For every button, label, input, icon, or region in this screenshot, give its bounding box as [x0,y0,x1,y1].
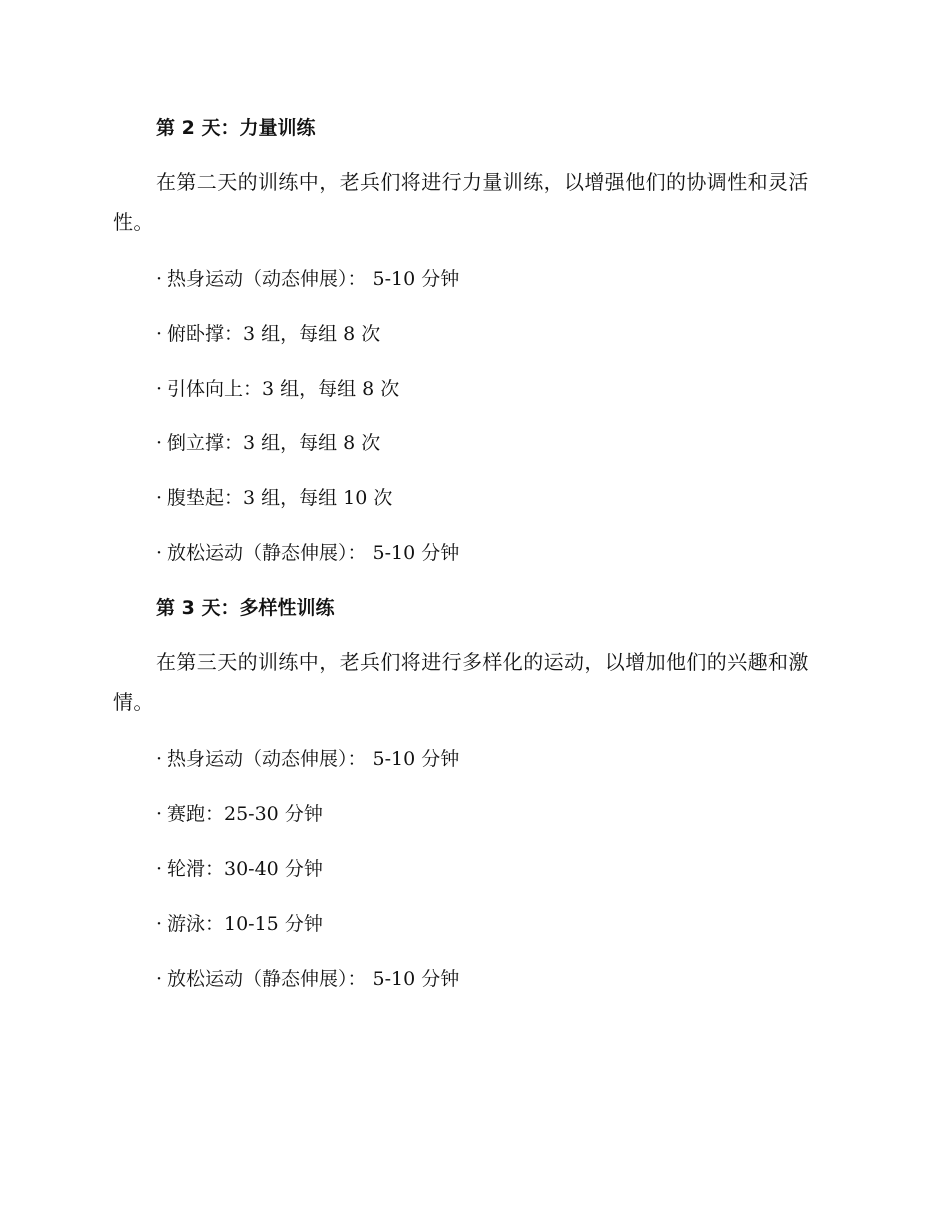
list-item-text: 轮滑：30-40 分钟 [167,858,323,880]
list-item [156,320,380,348]
list-item [156,265,459,293]
list-item-text: 俯卧撑：3 组，每组 8 次 [167,323,381,345]
bullet-icon: · [156,268,163,290]
section-heading-day2: 第 2 天：力量训练 [156,117,316,139]
section-paragraph-day3: 在第三天的训练中，老兵们将进行多样化的运动，以增加他们的兴趣和激情。 [113,650,809,714]
list-item-text: 游泳：10-15 分钟 [167,913,323,935]
list-item [156,855,323,883]
list-item-text: 腹垫起：3 组，每组 10 次 [167,487,393,509]
list-item [156,539,459,567]
list-item [156,375,399,403]
bullet-icon: · [156,968,163,990]
bullet-icon: · [156,748,163,770]
bullet-icon: · [156,858,163,880]
list-item [156,800,323,828]
list-item-text: 引体向上：3 组，每组 8 次 [167,378,400,400]
bullet-icon: · [156,542,163,564]
list-item [156,910,323,938]
bullet-icon: · [156,803,163,825]
bullet-icon: · [156,432,163,454]
list-item-text: 热身运动（动态伸展）： 5-10 分钟 [167,268,460,290]
bullet-icon: · [156,913,163,935]
list-item-text: 放松运动（静态伸展）： 5-10 分钟 [167,542,460,564]
bullet-icon: · [156,323,163,345]
list-item [156,429,380,457]
list-item [156,484,392,512]
list-item-text: 倒立撑：3 组，每组 8 次 [167,432,381,454]
section-heading-day3: 第 3 天：多样性训练 [156,597,335,619]
bullet-icon: · [156,487,163,509]
section-paragraph-day2: 在第二天的训练中，老兵们将进行力量训练，以增强他们的协调性和灵活性。 [113,170,809,234]
list-item-text: 热身运动（动态伸展）： 5-10 分钟 [167,748,460,770]
bullet-icon: · [156,378,163,400]
list-item-text: 赛跑：25-30 分钟 [167,803,323,825]
list-item [156,745,459,773]
list-item-text: 放松运动（静态伸展）： 5-10 分钟 [167,968,460,990]
list-item [156,965,459,993]
